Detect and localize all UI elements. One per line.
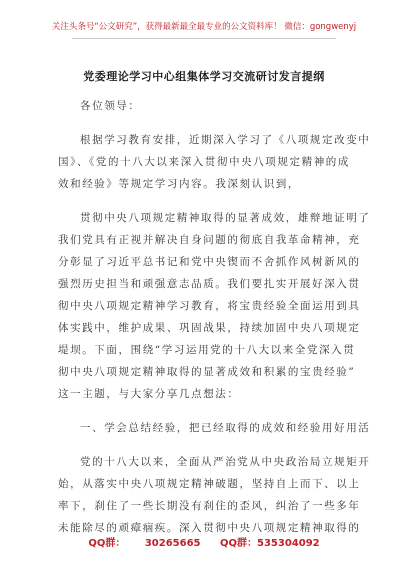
header-divider — [72, 38, 336, 39]
paragraph-line: 未能除尽的顽瘴痼疾。深入贯彻中央八项规定精神取得的 — [58, 522, 361, 534]
paragraph-line: 我们党具有正视并解决自身问题的彻底自我革命精神，充 — [58, 234, 361, 246]
paragraph-line: 彻中央八项规定精神取得的显著成效和积累的宝贵经验” — [58, 366, 356, 378]
paragraph-line: 分彰显了习近平总书记和党中央锲而不舍抓作风树新风的 — [58, 256, 361, 268]
footer-qq-groups: QQ群： 30265665 QQ群：535304092 — [88, 538, 320, 549]
paragraph-line: 率下，刹住了一些长期没有刹住的歪风，纠治了一些多年 — [58, 500, 361, 512]
paragraph-line: 体实践中，维护成果、巩固战果，持续加固中央八项规定 — [58, 322, 361, 334]
document-title: 党委理论学习中心组集体学习交流研讨发言提纲 — [83, 70, 325, 83]
paragraph-line: 彻中央八项规定精神学习教育，将宝贵经验全面运用到具 — [58, 300, 361, 312]
paragraph-line: 贯彻中央八项规定精神取得的显著成效，雄辩地证明了 — [80, 212, 371, 224]
paragraph-line: 堤坝。下面，围绕“学习运用党的十八大以来全党深入贯 — [58, 344, 356, 356]
paragraph-line: 根据学习教育安排，近期深入学习了《八项规定改变中 — [80, 134, 371, 146]
paragraph-line: 效和经验》等规定学习内容。我深刻认识到， — [58, 178, 300, 190]
paragraph-line: 始，从落实中央八项规定精神破题，坚持自上而下、以上 — [58, 478, 361, 490]
header-banner: 关注头条号“公文研究”，获得最新最全最专业的公文资料库！ 微信：gongwenyj — [51, 22, 357, 32]
paragraph-line: 这一主题，与大家分享几点想法： — [58, 388, 240, 400]
paragraph-line: 强烈历史担当和顽强意志品质。我们要扎实开展好深入贯 — [58, 278, 361, 290]
salutation: 各位领导： — [80, 100, 141, 112]
paragraph-line: 国》、《党的十八大以来深入贯彻中央八项规定精神的成 — [58, 156, 350, 168]
section-heading: 一、学会总结经验，把已经取得的成效和经验用好用活 — [80, 422, 371, 434]
paragraph-line: 党的十八大以来，全面从严治党从中央政治局立规矩开 — [80, 456, 371, 468]
